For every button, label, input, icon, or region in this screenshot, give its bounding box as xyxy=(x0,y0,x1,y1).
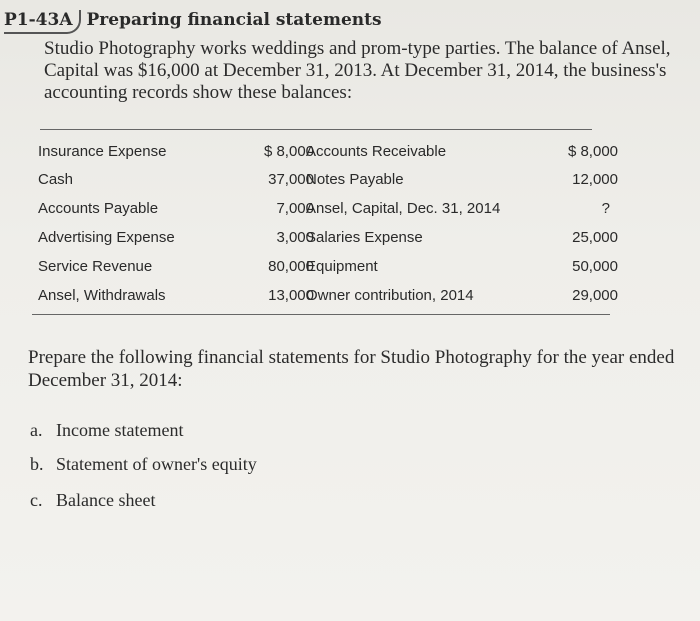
account-name: Accounts Receivable xyxy=(306,143,447,160)
table-row xyxy=(38,258,618,280)
account-name: Owner contribution, 2014 xyxy=(306,287,474,304)
list-item xyxy=(30,420,183,441)
task-letter: c. xyxy=(30,490,43,510)
list-item xyxy=(30,454,257,475)
table-row xyxy=(38,229,618,251)
table-row xyxy=(38,171,618,193)
table-row xyxy=(38,200,618,222)
table-bottom-rule xyxy=(32,314,610,315)
account-name: Notes Payable xyxy=(306,171,404,188)
account-value: $ 8,000 xyxy=(263,143,314,160)
account-value: 29,000 xyxy=(572,287,618,304)
account-value: 12,000 xyxy=(572,171,618,188)
instructions: Prepare the following financial statements for Studio Photography for the year ended December 31, 2014: xyxy=(28,347,675,391)
account-name: Service Revenue xyxy=(38,258,153,275)
task-letter: a. xyxy=(30,420,43,440)
table-row xyxy=(38,287,618,309)
problem-header xyxy=(4,10,382,34)
account-name: Ansel, Withdrawals xyxy=(38,287,166,304)
account-value: ? xyxy=(601,200,610,217)
problem-title: Preparing financial statements xyxy=(86,10,382,30)
table-row xyxy=(38,143,618,165)
account-value: 50,000 xyxy=(572,258,618,275)
account-name: Salaries Expense xyxy=(306,229,423,246)
task-letter: b. xyxy=(30,454,44,474)
problem-id: P1-43A xyxy=(4,10,81,34)
list-item xyxy=(30,490,155,511)
account-name: Ansel, Capital, Dec. 31, 2014 xyxy=(306,200,501,217)
account-value: 80,000 xyxy=(268,258,314,275)
account-value: 25,000 xyxy=(572,229,618,246)
account-name: Equipment xyxy=(306,258,378,275)
account-name: Accounts Payable xyxy=(38,200,159,217)
account-value: 13,000 xyxy=(268,287,314,304)
table-top-rule xyxy=(40,129,592,130)
account-value: 7,000 xyxy=(276,200,314,217)
account-value: $ 8,000 xyxy=(567,143,618,160)
task-text: Balance sheet xyxy=(56,490,156,510)
account-name: Insurance Expense xyxy=(38,143,167,160)
account-value: 37,000 xyxy=(268,171,314,188)
account-value: 3,000 xyxy=(276,229,314,246)
task-text: Income statement xyxy=(56,420,184,440)
problem-intro: Studio Photography works weddings and prom-type parties. The balance of Ansel, Capital was $16,000 at December 31, 2013. At December 31, 2014, the business's accounting records show these balances: xyxy=(44,38,671,103)
account-name: Advertising Expense xyxy=(38,229,175,246)
account-name: Cash xyxy=(38,171,74,188)
task-text: Statement of owner's equity xyxy=(56,454,257,474)
